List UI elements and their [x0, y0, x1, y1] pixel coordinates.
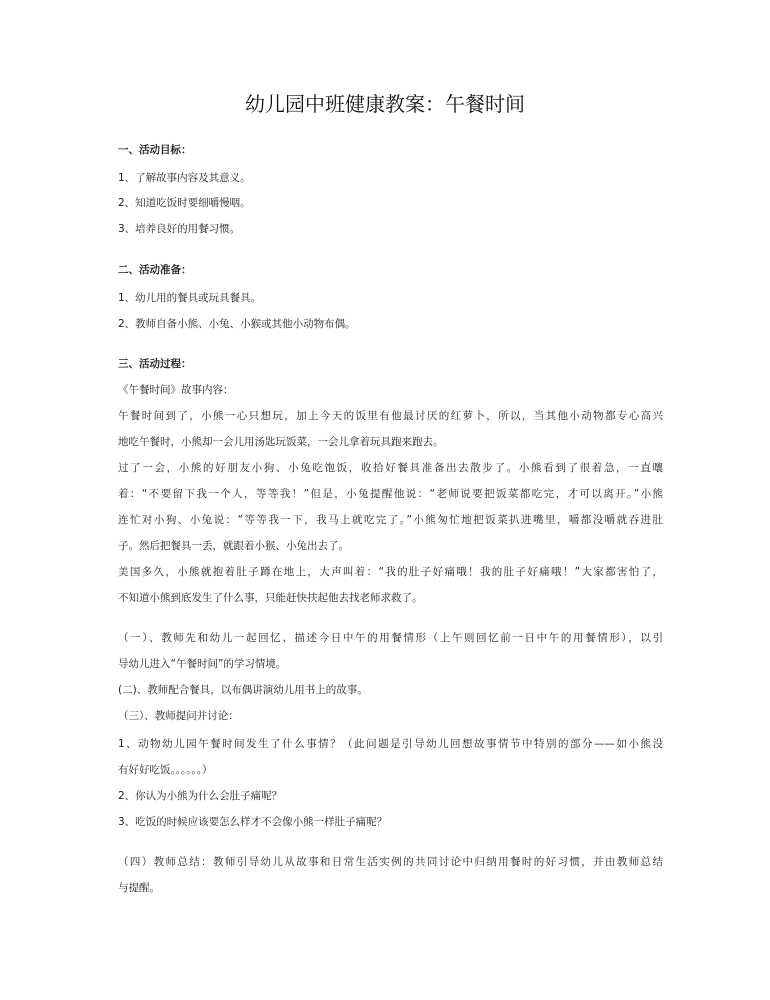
text-line: （一）、教师先和幼儿一起回忆、描述今日中午的用餐情形（上午则回忆前一日中午的用餐情形），以引	[118, 632, 663, 644]
text-line: 不知道小熊到底发生了什么事，只能赶快扶起他去找老师求救了。	[118, 592, 423, 604]
text-line: 美国多久，小熊就抱着肚子蹲在地上，大声叫着：“我的肚子好痛哦！我的肚子好痛哦！”大家都害怕了，	[118, 566, 663, 578]
text-line: 有好好吃饭。。。。。。）	[118, 764, 213, 776]
text-line: 午餐时间到了，小熊一心只想玩，加上今天的饭里有他最讨厌的红萝卜，所以，当其他小动物都专心高兴	[118, 410, 663, 422]
text-line: 连忙对小狗、小兔说：“等等我一下，我马上就吃完了。”小熊匆忙地把饭菜扒进嘴里，嚼都没嚼就吞进肚	[118, 514, 663, 526]
text-line: 1、幼儿用的餐具或玩具餐具。	[118, 292, 262, 304]
page-title: 幼儿园中班健康教案：午餐时间	[245, 92, 525, 116]
section-heading: 二、活动准备：	[118, 264, 192, 276]
section-heading: 三、活动过程：	[118, 358, 192, 370]
text-line: 子。然后把餐具一丢，就跟着小猴、小兔出去了。	[118, 540, 349, 552]
text-line: 《午餐时间》故事内容：	[118, 384, 234, 396]
text-line: 3、吃饭的时候应该要怎么样才不会像小熊一样肚子痛呢？	[118, 816, 388, 828]
text-line: 2、你认为小熊为什么会肚子痛呢？	[118, 790, 283, 802]
text-line: 地吃午餐时，小熊却一会儿用汤匙玩饭菜，一会儿拿着玩具跑来跑去。	[118, 436, 444, 448]
text-line: 过了一会，小熊的好朋友小狗、小兔吃饱饭，收拾好餐具准备出去散步了。小熊看到了很着急，一直嚷	[118, 462, 663, 474]
text-line: 与提醒。	[118, 882, 160, 894]
section-heading: 一、活动目标：	[118, 144, 192, 156]
text-line: 1、了解故事内容及其意义。	[118, 172, 251, 184]
text-line: (二)、教师配合餐具，以布偶讲演幼儿用书上的故事。	[118, 684, 368, 696]
text-line: 2、知道吃饭时要细嚼慢咽。	[118, 197, 251, 209]
text-line: （四）教师总结：教师引导幼儿从故事和日常生活实例的共同讨论中归纳用餐时的好习惯，并由教师总结	[118, 856, 663, 868]
text-line: 3、培养良好的用餐习惯。	[118, 223, 241, 235]
text-line: （三）、教师提问并讨论：	[118, 710, 239, 722]
text-line: 2、教师自备小熊、小兔、小猴或其他小动物布偶。	[118, 318, 356, 330]
text-line: 1、动物幼儿园午餐时间发生了什么事情？（此问题是引导幼儿回想故事情节中特别的部分——如小熊没	[118, 738, 663, 750]
text-line: 着：“不要留下我一个人，等等我！”但是，小兔提醒他说：“老师说要把饭菜都吃完，才可以离开。”小熊	[118, 488, 663, 500]
text-line: 导幼儿进入“午餐时间”的学习情境。	[118, 658, 287, 670]
